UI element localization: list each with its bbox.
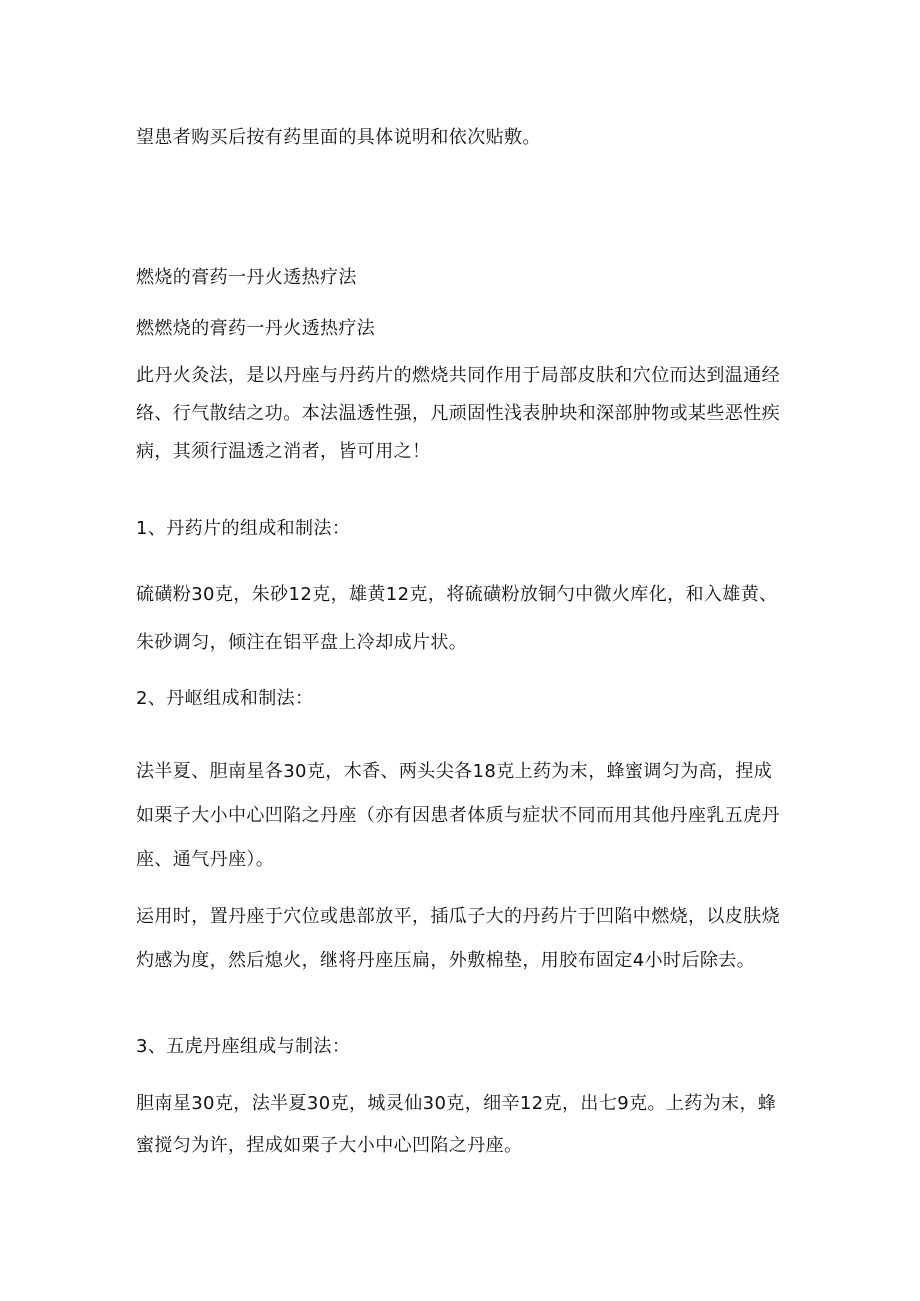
paragraph-1-line: 此丹火灸法，是以丹座与丹药片的燃烧共同作用于局部皮肤和穴位而达到温通经 [136,365,780,386]
paragraph-1-line: 病，其须行温透之消者，皆可用之！ [136,441,431,462]
section-2-line: 法半夏、胆南星各30克，木香、两头尖各18克上药为末，蜂蜜调匀为高，捏成 [136,761,773,782]
section-1-body [136,576,786,662]
heading-1: 燃烧的膏药一丹火透热疗法 [136,267,357,288]
section-2-title: 2、丹岖组成和制法： [136,688,314,709]
section-1-line: 朱砂调匀，倾注在铝平盘上冷却成片状。 [136,632,468,653]
section-2-body [136,753,786,879]
section-3-line: 蜜搅匀为许，捏成如栗子大小中心凹陷之丹座。 [136,1135,523,1156]
section-1-title: 1、丹药片的组成和制法： [136,518,351,539]
section-2-line: 座、通气丹座）。 [136,849,275,870]
usage-line: 运用时，置丹座于穴位或患部放平，插瓜子大的丹药片于凹陷中燃烧，以皮肤烧 [136,906,780,927]
paragraph-1-line: 络、行气散结之功。本法温透性强，凡顽固性浅表肿块和深部肿物或某些恶性疾 [136,403,780,424]
section-1-line: 硫磺粉30克，朱砂12克，雄黄12克，将硫磺粉放铜勺中微火库化，和入雄黄、 [136,584,778,605]
section-3-body [136,1085,786,1165]
usage-body [136,898,786,980]
section-2-line: 如栗子大小中心凹陷之丹座（亦有因患者体质与症状不同而用其他丹座乳五虎丹 [136,805,780,826]
section-3-title: 3、五虎丹座组成与制法： [136,1036,351,1057]
heading-2: 燃燃烧的膏药一丹火透热疗法 [136,318,376,339]
paragraph-1 [136,357,786,471]
usage-line: 灼感为度，然后熄火，继将丹座压扁，外敷棉垫，用胶布固定4小时后除去。 [136,950,756,971]
section-3-line: 胆南星30克，法半夏30克，城灵仙30克，细辛12克，出七9克。上药为末，蜂 [136,1093,777,1114]
intro-line: 望患者购买后按有药里面的具体说明和依次贴敷。 [136,127,541,148]
